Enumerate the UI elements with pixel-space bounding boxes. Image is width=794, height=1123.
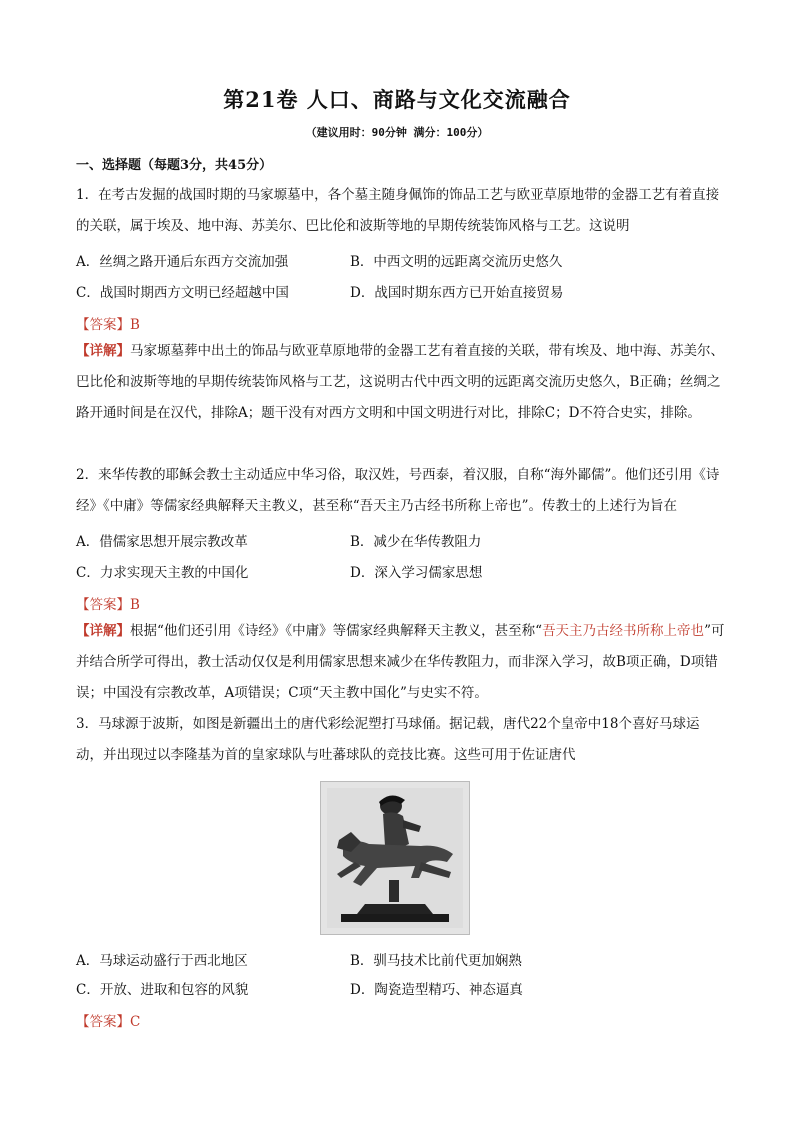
answer-value: B bbox=[130, 317, 140, 333]
answer-value: C bbox=[130, 1014, 141, 1030]
option-d: D．深入学习儒家思想 bbox=[350, 565, 483, 581]
option-d: D．战国时期东西方已开始直接贸易 bbox=[350, 285, 564, 301]
option-c: C．力求实现天主教的中国化 bbox=[76, 565, 249, 581]
page-subtitle: （建议用时：90分钟 满分：100分） bbox=[305, 126, 489, 139]
option-a: A．借儒家思想开展宗教改革 bbox=[76, 534, 248, 550]
answer-label: 【答案】 bbox=[76, 317, 130, 333]
option-b: B．中西文明的远距离交流历史悠久 bbox=[350, 254, 563, 270]
option-a: A．丝绸之路开通后东西方交流加强 bbox=[76, 254, 289, 270]
option-c: C．开放、进取和包容的风貌 bbox=[76, 982, 249, 998]
polo-figurine-image bbox=[320, 781, 470, 935]
option-b: B．减少在华传教阻力 bbox=[350, 534, 482, 550]
polo-player-figure-icon bbox=[321, 782, 469, 934]
option-d: D．陶瓷造型精巧、神态逼真 bbox=[350, 982, 523, 998]
detail-text-pre: 根据“他们还引用《诗经》《中庸》等儒家经典解释天主教义，甚至称“ bbox=[130, 623, 543, 639]
answer-2 bbox=[76, 593, 140, 613]
answer-label: 【答案】 bbox=[76, 1014, 130, 1030]
detail-label: 【详解】 bbox=[76, 623, 130, 639]
option-a: A．马球运动盛行于西北地区 bbox=[76, 953, 248, 969]
answer-1 bbox=[76, 313, 140, 333]
section-heading: 一、选择题（每题3分，共45分） bbox=[76, 158, 273, 173]
detail-text: 马家塬墓葬中出土的饰品与欧亚草原地带的金器工艺有着直接的关联，带有埃及、地中海、苏美尔、巴比伦和波斯等地的早期传统装饰风格与工艺，这说明古代中西文明的远距离交流历史悠久，B正确；丝绸之路开通时间是在汉代，排除A；题干没有对西方文明和中国文明进行对比，排除C；D不符合史实，排除。 bbox=[76, 343, 724, 421]
answer-3 bbox=[76, 1010, 140, 1030]
answer-label: 【答案】 bbox=[76, 597, 130, 613]
detail-label: 【详解】 bbox=[76, 343, 130, 359]
question-2-stem: 2．来华传教的耶稣会教士主动适应中华习俗，取汉姓，号西泰，着汉服，自称“海外鄙儒”。他们还引用《诗经》《中庸》等儒家经典解释天主教义，甚至称“吾天主乃古经书所称上帝也”。传教士的上述行为旨在 bbox=[76, 467, 720, 514]
detail-text-post: ”可并结合所学可得出，教士活动仅仅是利用儒家思想来减少在华传教阻力，而非深入学习，故B项正确，D项错误；中国没有宗教改革，A项错误；C项“天主教中国化”与史实不符。 bbox=[76, 623, 725, 701]
option-b: B．驯马技术比前代更加娴熟 bbox=[350, 953, 522, 969]
page-title: 第21卷 人口、商路与文化交流融合 bbox=[223, 87, 571, 112]
detail-2 bbox=[76, 616, 728, 709]
question-1-stem: 1．在考古发掘的战国时期的马家塬墓中，各个墓主随身佩饰的饰品工艺与欧亚草原地带的金器工艺有着直接的关联，属于埃及、地中海、苏美尔、巴比伦和波斯等地的早期传统装饰风格与工艺。这说明 bbox=[76, 187, 720, 234]
answer-value: B bbox=[130, 597, 140, 613]
option-c: C．战国时期西方文明已经超越中国 bbox=[76, 285, 289, 301]
detail-quote: 吾天主乃古经书所称上帝也 bbox=[542, 623, 705, 639]
question-3-stem: 3．马球源于波斯，如图是新疆出土的唐代彩绘泥塑打马球俑。据记载，唐代22个皇帝中18个喜好马球运动，并出现过以李隆基为首的皇家球队与吐蕃球队的竞技比赛。这些可用于佐证唐代 bbox=[76, 716, 700, 763]
detail-1 bbox=[76, 336, 728, 429]
